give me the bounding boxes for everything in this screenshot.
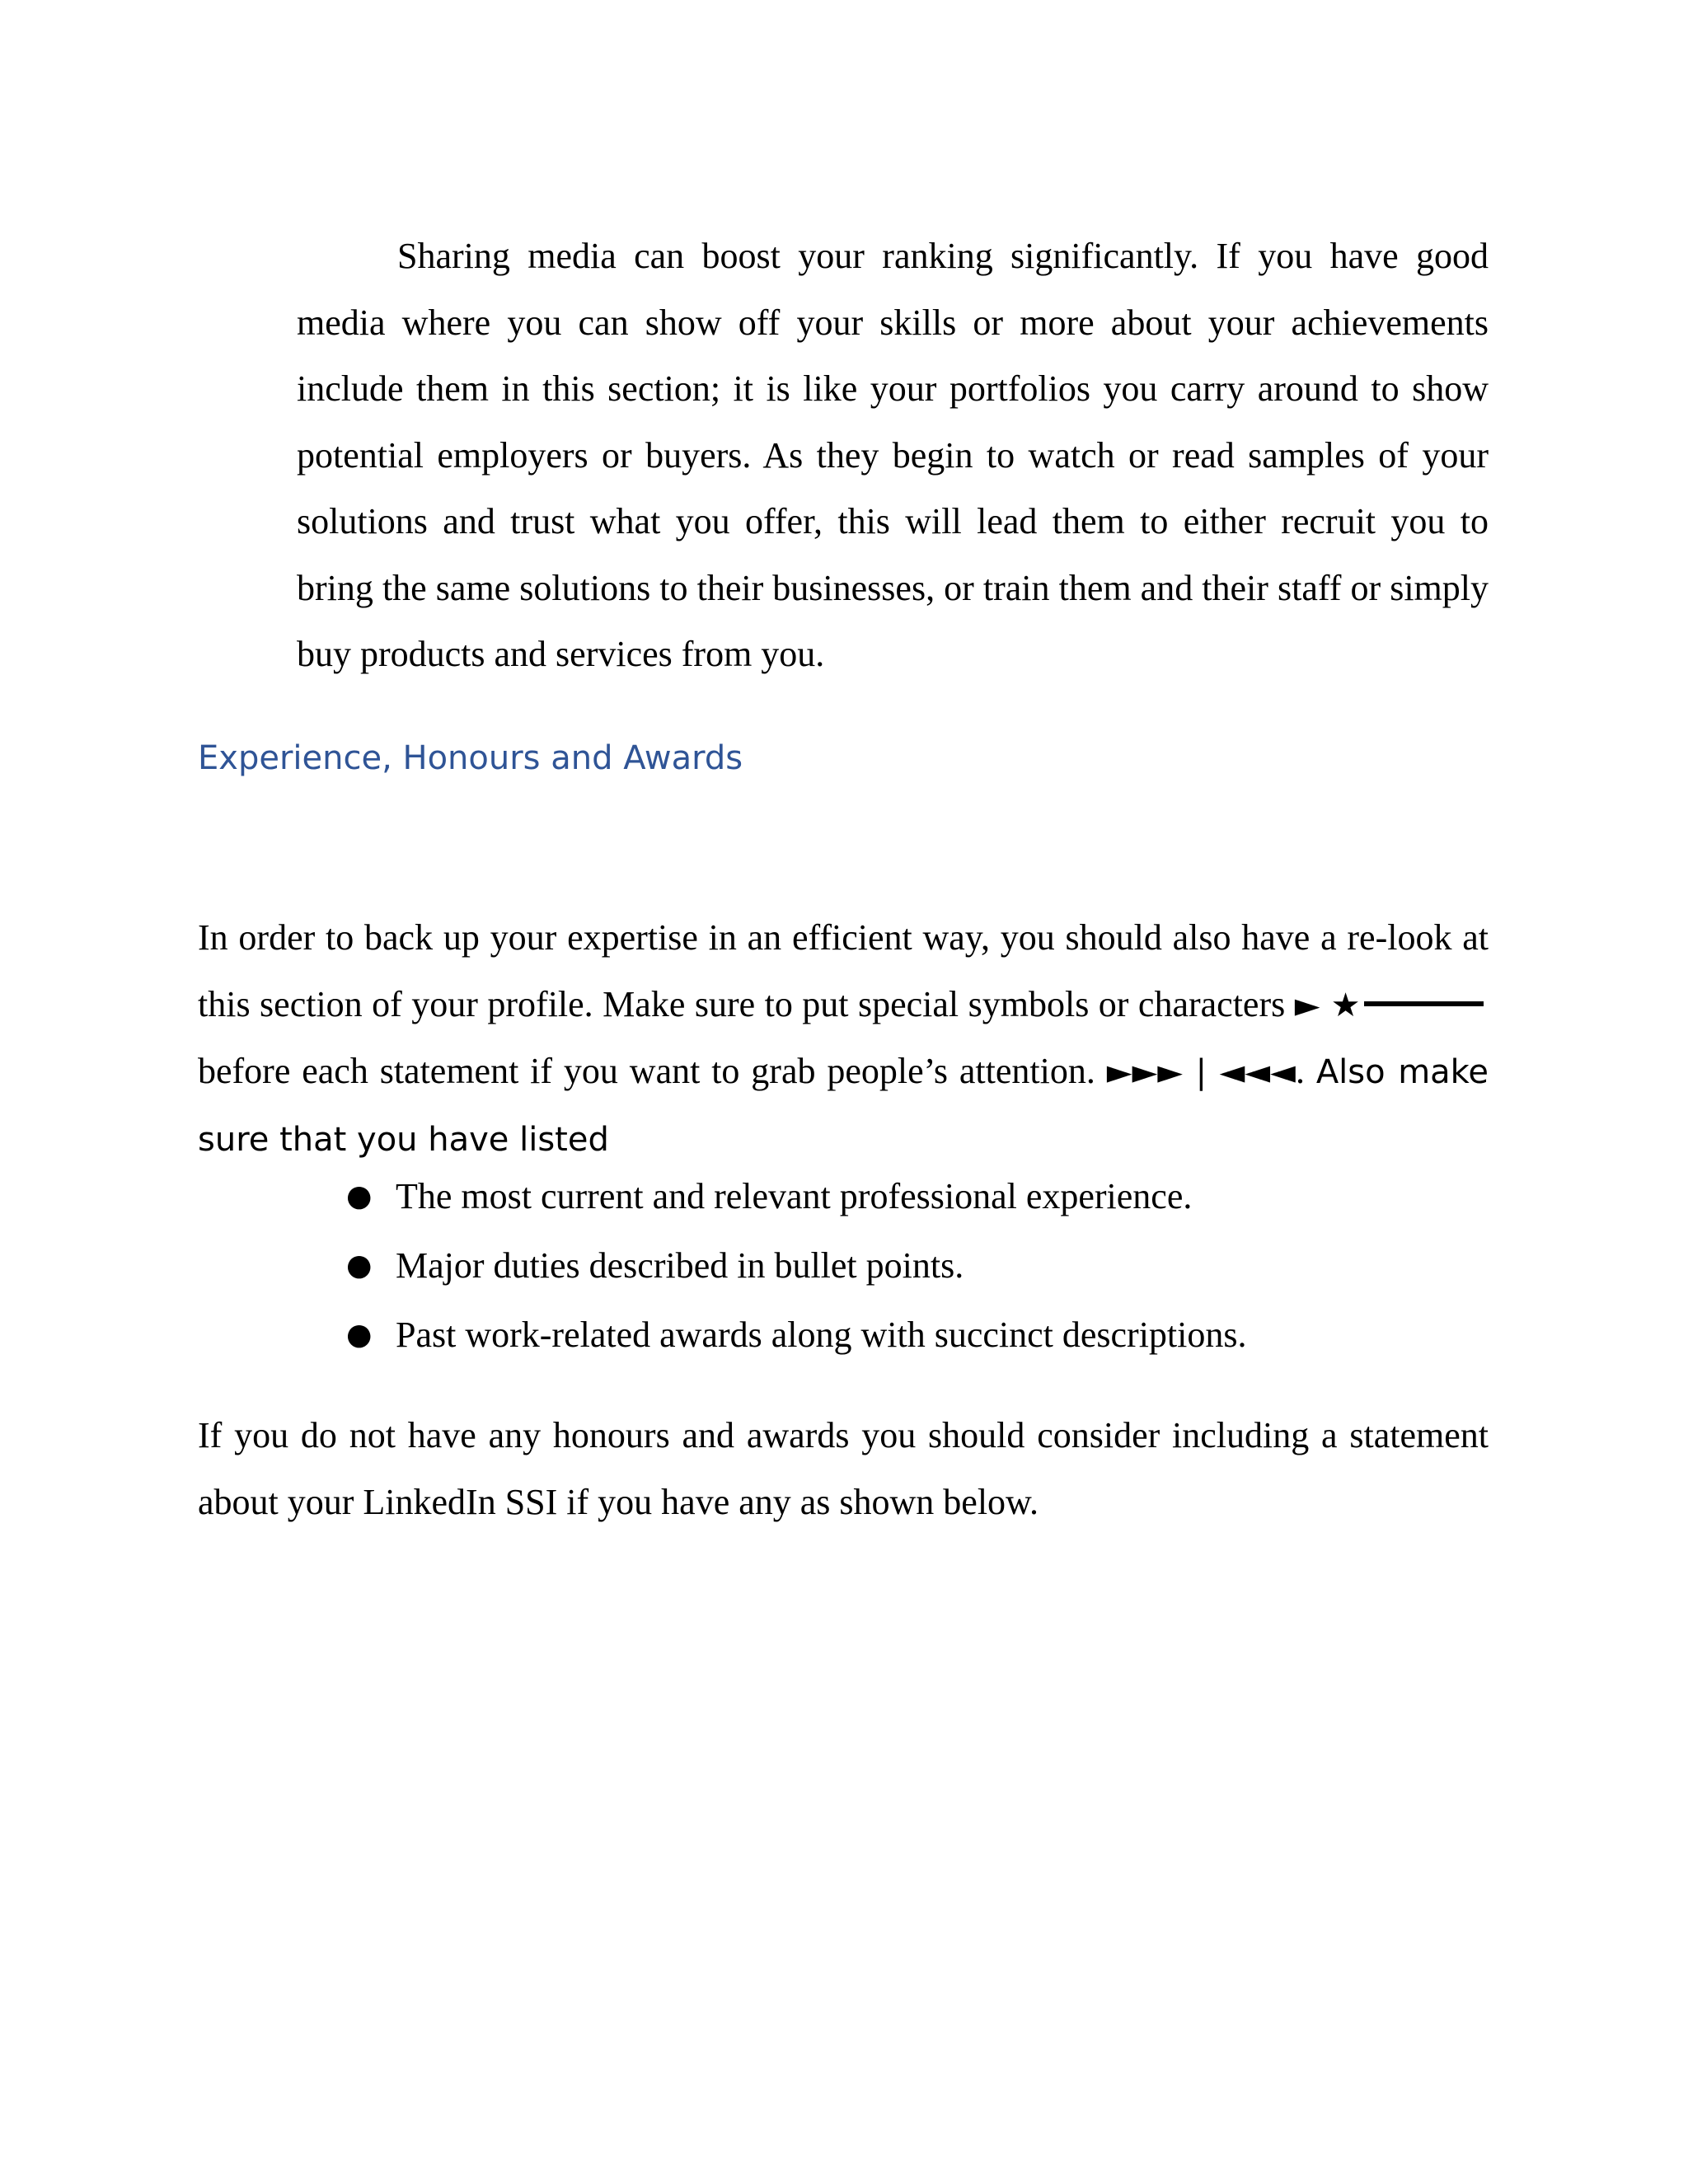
paragraph-honours: If you do not have any honours and awards you should consider including a statement about your LinkedIn SSI if you have any as shown below. (198, 1415, 1489, 1522)
paragraph-media: Sharing media can boost your ranking significantly. If you have good media where you can show off your skills or more about your achievements include them in this section; it is like your portfolios you carry around to show potential employers or buyers. As they begin to watch or read samples of your solutions and trust what you offer, this will lead them to either recruit you to bring the same solutions to their businesses, or train them and their staff or simply buy products and services from you. (297, 236, 1489, 674)
bullet-dot-icon: ● (346, 1318, 373, 1352)
list-item (346, 1162, 1484, 1231)
bullet-dot-icon: ● (346, 1249, 373, 1282)
list-item (346, 1301, 1484, 1370)
horizontal-rule-icon (1364, 1001, 1484, 1006)
expertise-after-rule: before each statement if you want to grab people’s attention. (198, 1051, 1107, 1091)
bullet-dot-icon: ● (346, 1179, 373, 1213)
bullet-list (346, 1162, 1484, 1370)
paragraph-expertise (198, 905, 1489, 1173)
section-heading: Experience, Honours and Awards (198, 739, 743, 777)
list-item-text: The most current and relevant professional experience. (396, 1176, 1193, 1216)
expertise-closing-serif: . (1295, 1051, 1316, 1091)
symbols-lead: ► ★ (1294, 986, 1362, 1024)
list-item (346, 1231, 1484, 1301)
list-item-text: Major duties described in bullet points. (396, 1245, 964, 1286)
symbols-tail: ►►► | ◄◄◄ (1106, 1053, 1296, 1091)
expertise-intro: In order to back up your expertise in an efficient way, you should also have a re-look at this section of your profile. Make sure to put special symbols or characters (198, 917, 1489, 1024)
expertise-closing: Also make sure that you have listed (198, 1053, 1489, 1159)
list-item-text: Past work-related awards along with succinct descriptions. (396, 1315, 1247, 1355)
